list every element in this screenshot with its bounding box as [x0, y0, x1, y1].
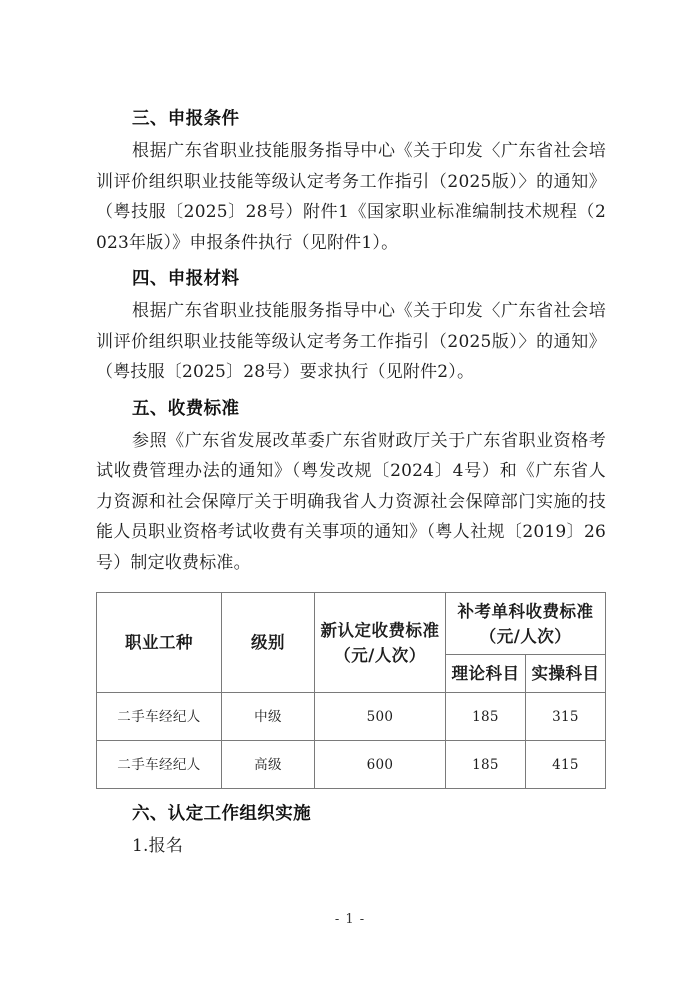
- table-cell-practical-fee: 415: [526, 741, 606, 789]
- fee-table-wrapper: [96, 592, 606, 789]
- section-item-6-1: 1.报名: [132, 836, 184, 856]
- table-header-retake-fee: [446, 593, 606, 655]
- section-paragraph-5-1: 参照《广东省发展改革委广东省财政厅关于广东省职业资格考试收费管理办法的通知》（粤发改规〔2024〕4号）和《广东省人力资源和社会保障厅关于明确我省人力资源社会保障部门实施的技能人员职业资格考试收费有关事项的通知》（粤人社规〔2019〕26号）制定收费标准。: [96, 430, 606, 573]
- fee-table: [96, 592, 606, 789]
- table-cell-level: 中级: [222, 693, 315, 741]
- document-content: [96, 104, 606, 864]
- table-header-new-fee-line2: （元/人次）: [334, 645, 426, 665]
- table-cell-occupation: 二手车经纪人: [97, 741, 222, 789]
- table-cell-new-fee: 500: [315, 693, 446, 741]
- table-header-level: 级别: [222, 593, 315, 693]
- section-heading-4: 四、申报材料: [132, 269, 240, 289]
- table-cell-occupation: 二手车经纪人: [97, 693, 222, 741]
- section-paragraph-4-1: 根据广东省职业技能服务指导中心《关于印发〈广东省社会培训评价组织职业技能等级认定考务工作指引（2025版）〉的通知》（粤技服〔2025〕28号）要求执行（见附件2）。: [96, 301, 606, 382]
- table-cell-practical-fee: 315: [526, 693, 606, 741]
- section-heading-6: 六、认定工作组织实施: [132, 804, 311, 824]
- page-number: - 1 -: [334, 912, 366, 927]
- table-row: [97, 693, 606, 741]
- table-header-theory: 理论科目: [446, 655, 526, 693]
- section-paragraph-3-1: 根据广东省职业技能服务指导中心《关于印发〈广东省社会培训评价组织职业技能等级认定考务工作指引（2025版）〉的通知》（粤技服〔2025〕28号）附件1《国家职业标准编制技术规程（2023年版）》申报条件执行（见附件1）。: [96, 141, 606, 253]
- section-heading-5: 五、收费标准: [132, 398, 240, 419]
- table-header-new-fee-line1: 新认定收费标准: [320, 620, 440, 640]
- table-cell-level: 高级: [222, 741, 315, 789]
- table-cell-new-fee: 600: [315, 741, 446, 789]
- table-row: [97, 741, 606, 789]
- section-heading-3: 三、申报条件: [132, 109, 240, 129]
- table-header-retake-fee-line1: 补考单科收费标准: [457, 601, 594, 621]
- table-cell-theory-fee: 185: [446, 741, 526, 789]
- table-cell-theory-fee: 185: [446, 693, 526, 741]
- table-header-new-fee: [315, 593, 446, 693]
- table-header-occupation: 职业工种: [97, 593, 222, 693]
- table-header-row-primary: [97, 593, 606, 655]
- table-header-practical: 实操科目: [526, 655, 606, 693]
- table-header-retake-fee-line2: （元/人次）: [479, 626, 572, 646]
